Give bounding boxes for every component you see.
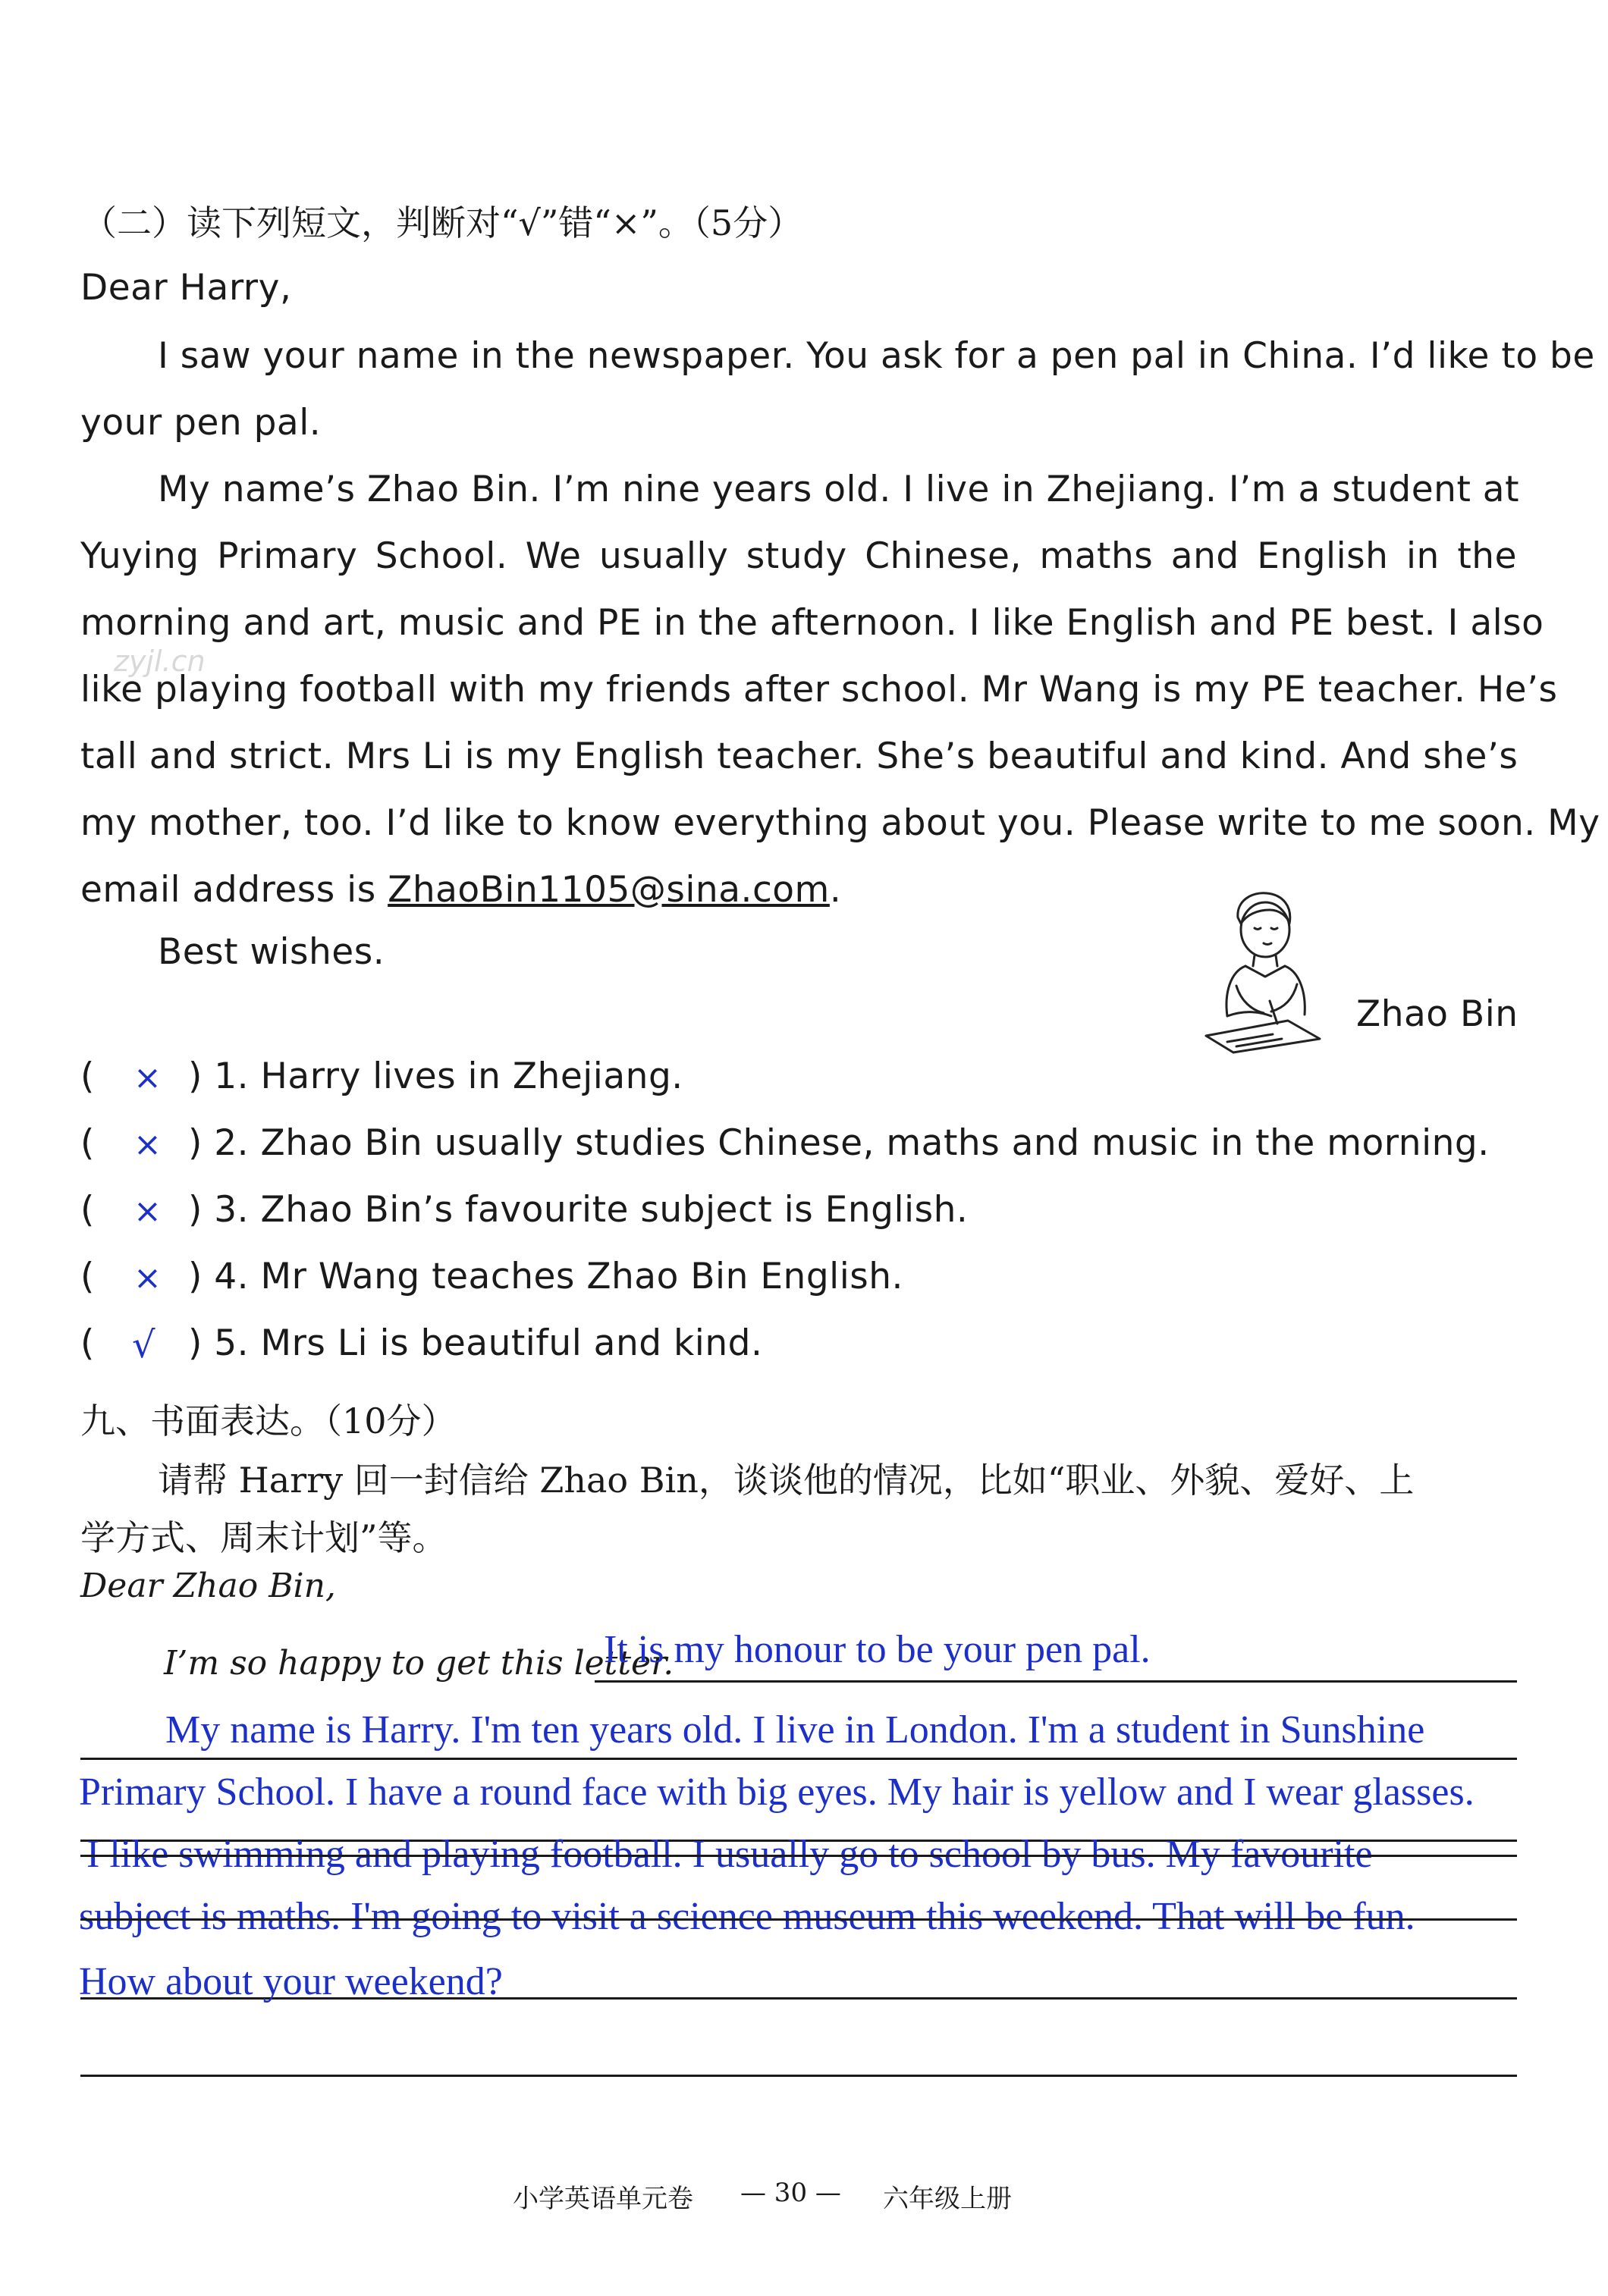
judgment-answer: × (133, 1192, 162, 1231)
email-line (80, 869, 841, 911)
section2-heading: （二）读下列短文，判断对“√”错“×”。（5分） (82, 202, 803, 243)
judgment-answer: √ (132, 1324, 155, 1366)
judgment-item (80, 1189, 969, 1231)
letter-line: my mother, too. I’d like to know everything about you. Please write to me soon. My (80, 802, 1600, 844)
section9-instruction-line2: 学方式、周末计划”等。 (80, 1517, 448, 1558)
section9-heading: 九、书面表达。（10分） (80, 1400, 457, 1441)
reply-printed-start: I’m so happy to get this letter. (164, 1644, 674, 1683)
paren-open: ( (80, 1189, 95, 1231)
boy-writing-illustration (1191, 887, 1343, 1054)
letter-signature: Zhao Bin (1356, 993, 1518, 1035)
email-prefix: email address is (80, 869, 388, 911)
letter-line: Yuying Primary School. We usually study Chinese, maths and English in the (80, 535, 1517, 577)
section9-instruction-line1: 请帮 Harry 回一封信给 Zhao Bin，谈谈他的情况，比如“职业、外貌、爱好、上 (158, 1460, 1415, 1501)
judgment-answer: × (133, 1259, 162, 1297)
footer-grade: 六年级上册 (883, 2184, 1012, 2214)
judgment-answer: × (133, 1125, 162, 1164)
judgment-item (80, 1122, 1490, 1164)
answer-line: My name is Harry. I'm ten years old. I live in London. I'm a student in Sunshine (165, 1708, 1425, 1752)
writing-line (80, 2075, 1517, 2077)
judgment-item (80, 1256, 903, 1297)
footer-page-number: — 30 — (740, 2178, 841, 2208)
footer-book-title: 小学英语单元卷 (513, 2184, 693, 2214)
letter-line: morning and art, music and PE in the afternoon. I like English and PE best. I also (80, 602, 1544, 644)
answer-line: How about your weekend? (79, 1960, 503, 2003)
answer-line: I like swimming and playing football. I usually go to school by bus. My favourite (86, 1833, 1373, 1876)
reply-greeting: Dear Zhao Bin, (80, 1567, 336, 1605)
letter-line: your pen pal. (80, 402, 322, 444)
paren-open: ( (80, 1322, 95, 1364)
answer-line: subject is maths. I'm going to visit a science museum this weekend. That will be fun. (79, 1895, 1415, 1938)
answer-line: Primary School. I have a round face with big eyes. My hair is yellow and I wear glasses. (79, 1771, 1475, 1814)
writing-line (80, 1758, 1517, 1760)
judgment-text: ) 2. Zhao Bin usually studies Chinese, maths and music in the morning. (188, 1122, 1490, 1164)
judgment-text: ) 3. Zhao Bin’s favourite subject is English. (188, 1189, 969, 1231)
letter-greeting: Dear Harry, (80, 267, 292, 309)
letter-line: I saw your name in the newspaper. You ask for a pen pal in China. I’d like to be (158, 335, 1595, 377)
judgment-answer: × (133, 1059, 162, 1097)
writing-line (80, 1855, 1517, 1857)
letter-line: like playing football with my friends after school. Mr Wang is my PE teacher. He’s (80, 669, 1558, 710)
judgment-text: ) 5. Mrs Li is beautiful and kind. (188, 1322, 763, 1364)
letter-line: tall and strict. Mrs Li is my English teacher. She’s beautiful and kind. And she’s (80, 736, 1518, 777)
answer-line: It is my honour to be your pen pal. (604, 1628, 1151, 1671)
writing-line (595, 1680, 1517, 1683)
judgment-text: ) 4. Mr Wang teaches Zhao Bin English. (188, 1256, 903, 1297)
paren-open: ( (80, 1122, 95, 1164)
judgment-item (80, 1055, 683, 1097)
writing-line (80, 1918, 1517, 1921)
email-address: ZhaoBin1105@sina.com (388, 869, 830, 911)
paren-open: ( (80, 1256, 95, 1297)
paren-open: ( (80, 1055, 95, 1097)
letter-closing: Best wishes. (158, 931, 385, 973)
judgment-text: ) 1. Harry lives in Zhejiang. (188, 1055, 683, 1097)
watermark: zyjl.cn (114, 645, 206, 678)
judgment-item (80, 1322, 763, 1366)
email-suffix: . (829, 869, 842, 911)
letter-line: My name’s Zhao Bin. I’m nine years old. I live in Zhejiang. I’m a student at (158, 469, 1520, 510)
